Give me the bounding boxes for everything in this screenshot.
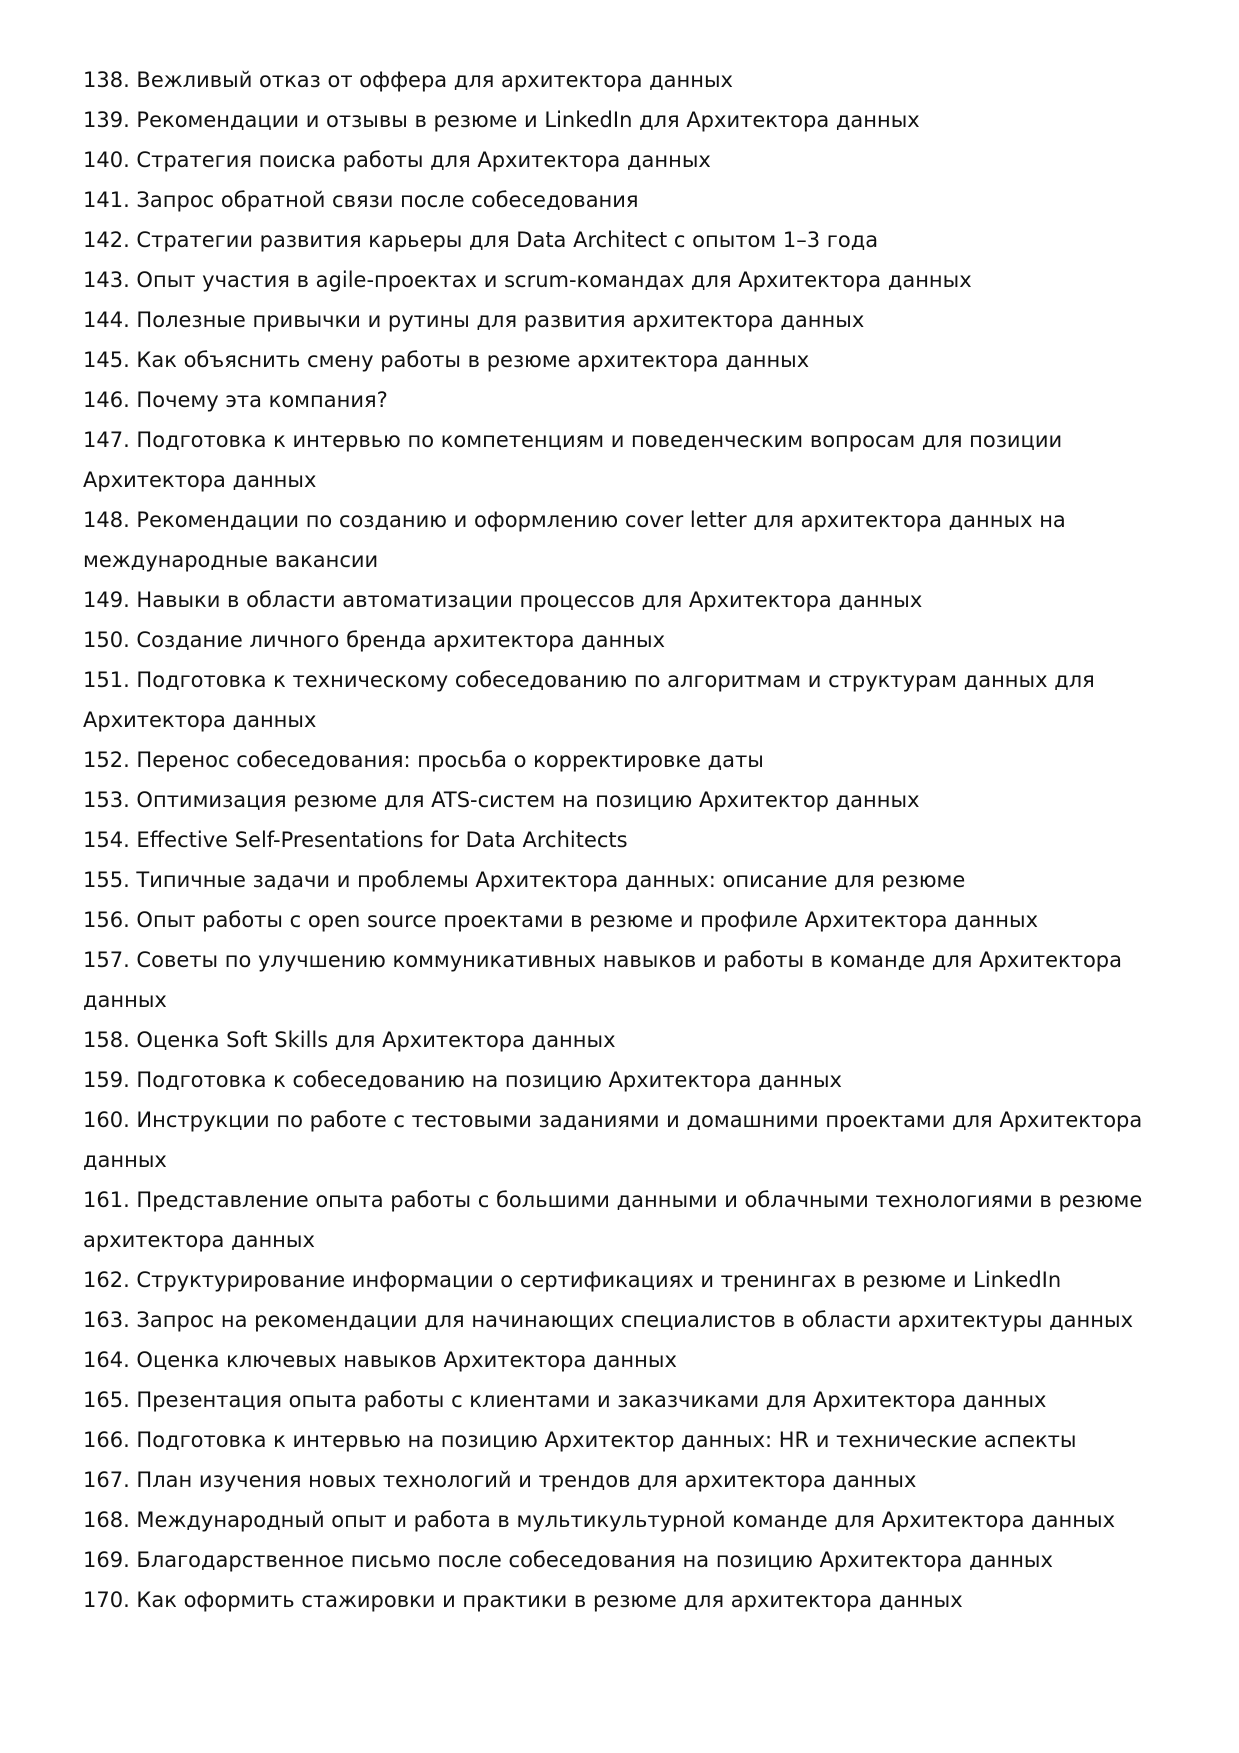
list-item: 170. Как оформить стажировки и практики в резюме для архитектора данных [83,1588,963,1612]
list-item: 138. Вежливый отказ от оффера для архитектора данных [83,68,733,92]
list-item: 148. Рекомендации по созданию и оформлению cover letter для архитектора данных на международные вакансии [83,508,1066,572]
list-item: 143. Опыт участия в agile-проектах и scrum-командах для Архитектора данных [83,268,972,292]
list-item: 165. Презентация опыта работы с клиентами и заказчиками для Архитектора данных [83,1388,1047,1412]
list-item: 150. Создание личного бренда архитектора данных [83,628,666,652]
list-item: 155. Типичные задачи и проблемы Архитектора данных: описание для резюме [83,868,966,892]
list-item: 151. Подготовка к техническому собеседованию по алгоритмам и структурам данных для Архитектора данных [83,668,1095,732]
list-item: 141. Запрос обратной связи после собеседования [83,188,639,212]
list-item: 166. Подготовка к интервью на позицию Архитектор данных: HR и технические аспекты [83,1428,1077,1452]
list-item: 163. Запрос на рекомендации для начинающих специалистов в области архитектуры данных [83,1308,1134,1332]
list-item: 149. Навыки в области автоматизации процессов для Архитектора данных [83,588,923,612]
list-item: 161. Представление опыта работы с большими данными и облачными технологиями в резюме архитектора данных [83,1188,1143,1252]
list-item: 144. Полезные привычки и рутины для развития архитектора данных [83,308,865,332]
list-item: 147. Подготовка к интервью по компетенциям и поведенческим вопросам для позиции Архитектора данных [83,428,1063,492]
list-item: 159. Подготовка к собеседованию на позицию Архитектора данных [83,1068,842,1092]
list-item: 158. Оценка Soft Skills для Архитектора данных [83,1028,616,1052]
list-item: 142. Стратегии развития карьеры для Data Architect с опытом 1–3 года [83,228,879,252]
list-item: 152. Перенос собеседования: просьба о корректировке даты [83,748,764,772]
list-item: 146. Почему эта компания? [83,388,388,412]
list-item: 157. Советы по улучшению коммуникативных навыков и работы в команде для Архитектора данных [83,948,1123,1012]
list-item: 153. Оптимизация резюме для ATS-систем на позицию Архитектор данных [83,788,920,812]
list-item: 145. Как объяснить смену работы в резюме архитектора данных [83,348,810,372]
list-item: 139. Рекомендации и отзывы в резюме и LinkedIn для Архитектора данных [83,108,920,132]
list-item: 164. Оценка ключевых навыков Архитектора данных [83,1348,677,1372]
topic-list [83,60,1173,1620]
list-item: 154. Effective Self-Presentations for Data Architects [83,828,628,852]
list-item: 169. Благодарственное письмо после собеседования на позицию Архитектора данных [83,1548,1053,1572]
list-item: 156. Опыт работы с open source проектами в резюме и профиле Архитектора данных [83,908,1039,932]
list-item: 168. Международный опыт и работа в мультикультурной команде для Архитектора данных [83,1508,1115,1532]
list-item: 140. Стратегия поиска работы для Архитектора данных [83,148,711,172]
list-item: 160. Инструкции по работе с тестовыми заданиями и домашними проектами для Архитектора данных [83,1108,1143,1172]
list-item: 162. Структурирование информации о сертификациях и тренингах в резюме и LinkedIn [83,1268,1062,1292]
list-item: 167. План изучения новых технологий и трендов для архитектора данных [83,1468,917,1492]
